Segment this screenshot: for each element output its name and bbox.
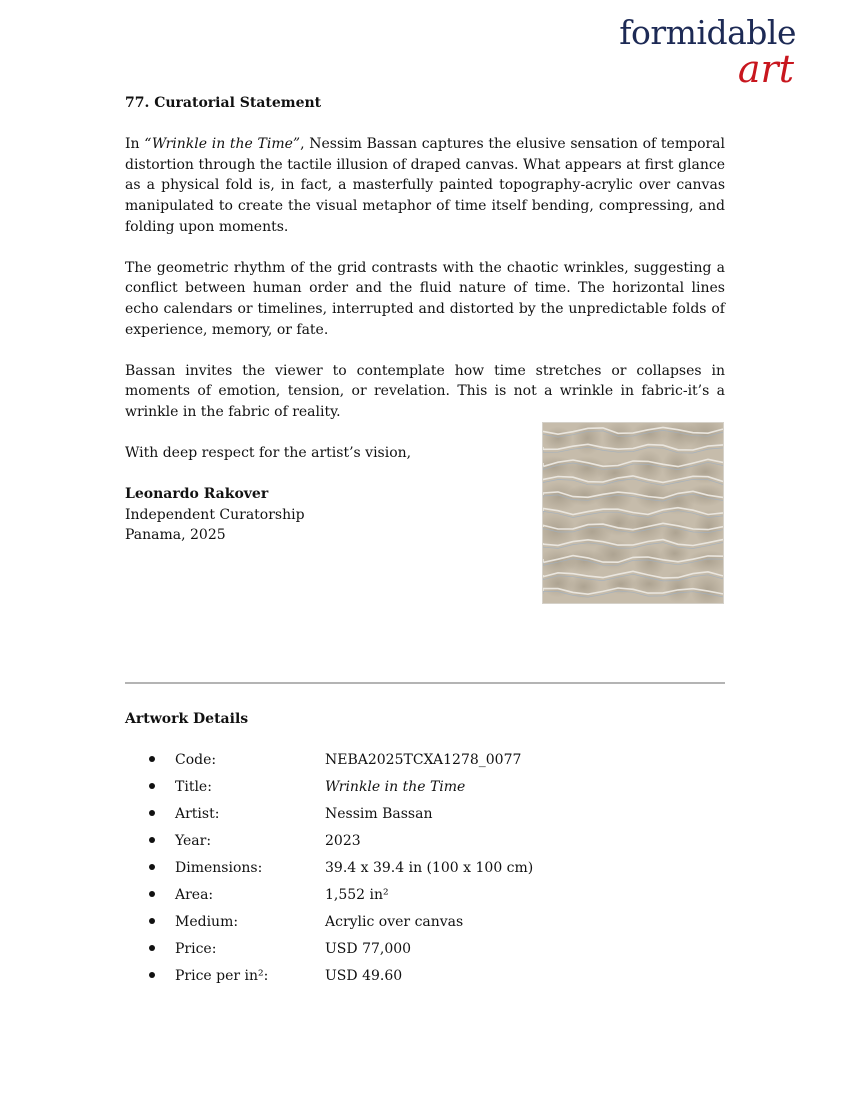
bullet [149,945,155,951]
logo-accent: art [737,47,794,91]
artwork-details-list [125,750,725,993]
signer-role: Independent Curatorship [125,506,305,523]
bullet [149,891,155,897]
detail-value: 1,552 in² [325,887,389,903]
detail-row-artist [125,804,725,831]
detail-label: Title: [175,779,212,795]
artwork-title-quote: “Wrinkle in the Time” [144,136,301,153]
detail-row-price [125,939,725,966]
bullet [149,756,155,762]
detail-row-area [125,885,725,912]
bullet [149,972,155,978]
statement-heading: 77. Curatorial Statement [125,95,322,111]
detail-value: USD 49.60 [325,968,403,984]
bullet [149,837,155,843]
detail-value: 39.4 x 39.4 in (100 x 100 cm) [325,860,534,876]
detail-label: Dimensions: [175,860,263,876]
detail-label: Price per in²: [175,968,269,984]
canvas-fold [597,461,632,485]
detail-label: Artist: [175,806,220,822]
detail-value: USD 77,000 [325,941,412,957]
artwork-image [543,423,723,603]
detail-row-medium [125,912,725,939]
bullet [149,864,155,870]
brand-logo [596,13,796,91]
detail-row-year [125,831,725,858]
bullet [149,783,155,789]
bullet [149,918,155,924]
details-heading: Artwork Details [125,711,249,727]
detail-label: Area: [175,887,214,903]
p1-body: , Nessim Bassan captures the elusive sensation of temporal distortion through the tactile illusion of draped canvas. What appears at first glance as a physical fold is, in fact, a masterfully painted topography-acrylic over canvas manipulated to create the visual metaphor of time itself bending, compressing, and folding upon moments. [125,136,726,235]
logo-wordmark: formidable [619,13,796,52]
bullet [149,810,155,816]
signer-place: Panama, 2025 [125,527,226,544]
detail-row-title [125,777,725,804]
canvas-fold [664,571,692,603]
signer-name: Leonardo Rakover [125,486,269,503]
statement-paragraph-3: Bassan invites the viewer to contemplate how time stretches or collapses in moments of emotion, tension, or revelation. This is not a wrinkle in fabric-it’s a wrinkle in the fabric of reality. [125,362,725,420]
detail-value: Nessim Bassan [325,806,433,822]
detail-value: Acrylic over canvas [325,914,464,930]
p1-lead: In [125,136,145,153]
detail-row-price-per-area [125,966,725,993]
canvas-fold [632,573,666,595]
detail-label: Price: [175,941,217,957]
detail-label: Code: [175,752,217,768]
detail-value: NEBA2025TCXA1278_0077 [325,752,522,768]
section-divider [125,682,725,684]
detail-value: Wrinkle in the Time [325,779,466,795]
canvas-fold [594,482,633,512]
detail-row-code [125,750,725,777]
detail-label: Year: [175,833,212,849]
signoff-line: With deep respect for the artist’s vision, [125,445,412,462]
statement-paragraph-1 [125,134,725,237]
detail-value: 2023 [325,833,361,849]
statement-paragraph-2: The geometric rhythm of the grid contrasts with the chaotic wrinkles, suggesting a conflict between human order and the fluid nature of time. The horizontal lines echo calendars or timelines, interrupted and distorted by the unpredictable folds of experience, memory, or fate. [125,259,725,338]
detail-row-dimensions [125,858,725,885]
detail-label: Medium: [175,914,239,930]
